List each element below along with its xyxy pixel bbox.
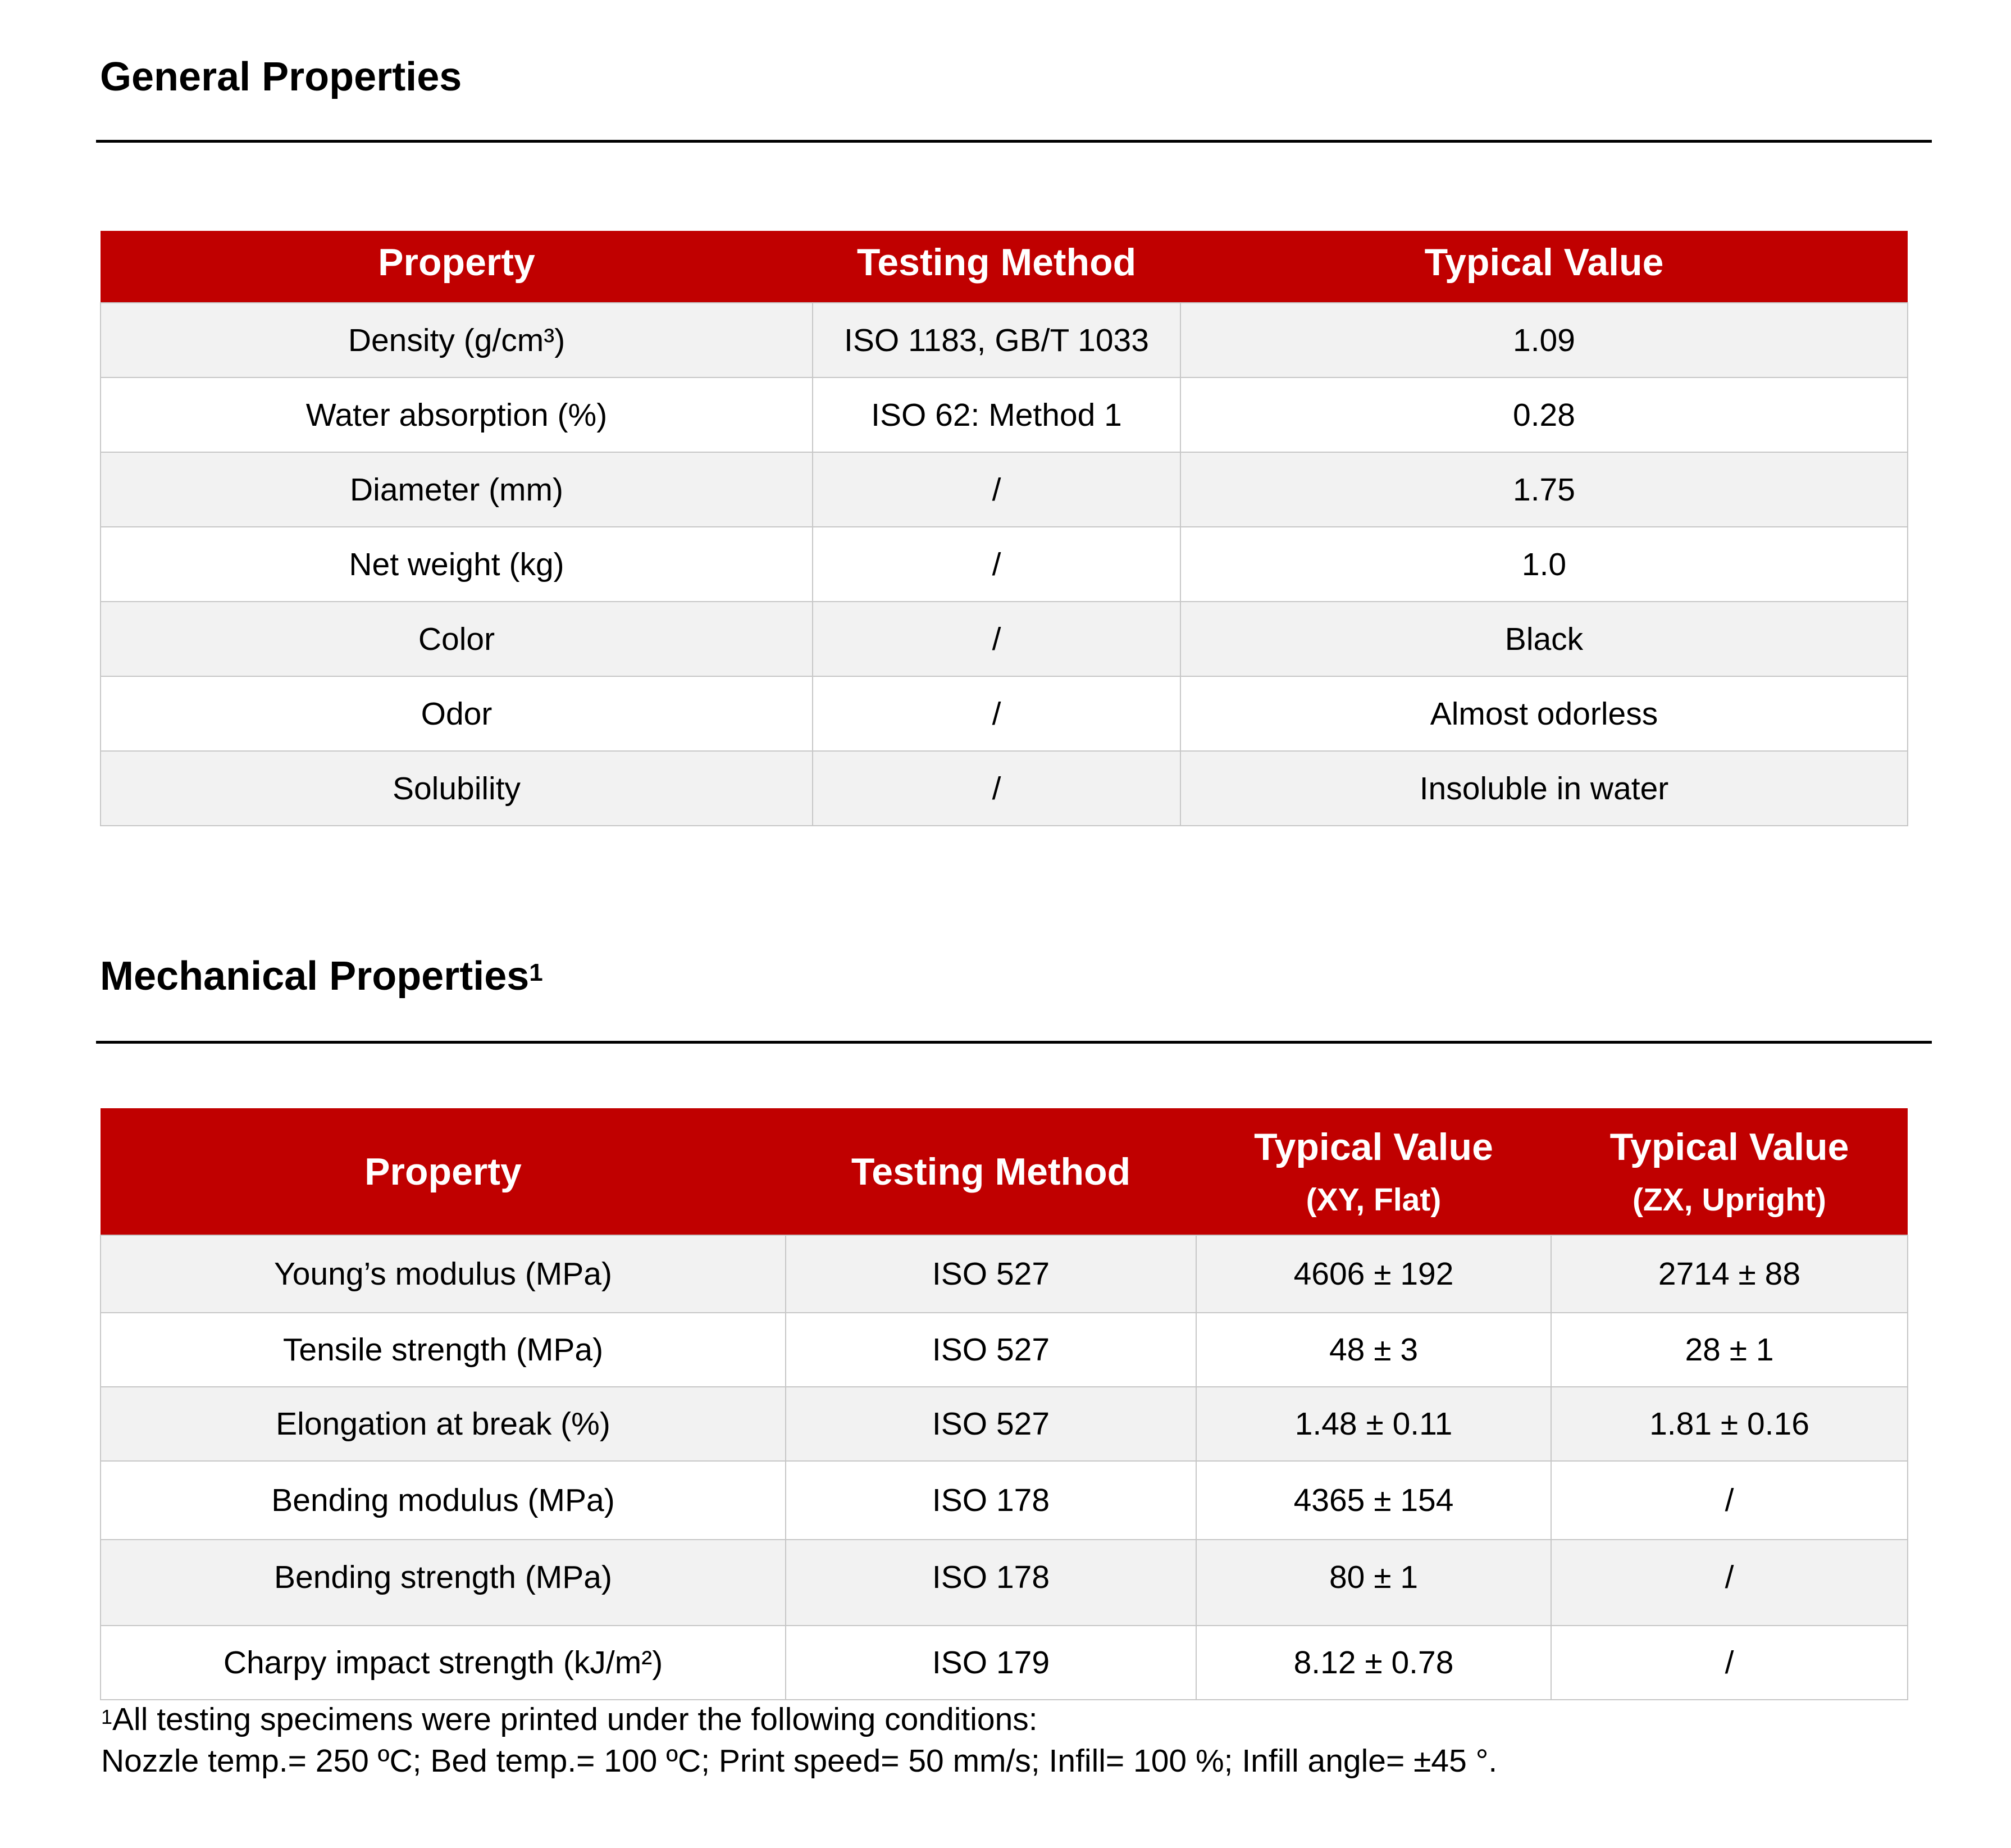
cell-testing-method: / <box>813 676 1180 751</box>
cell-testing-method: ISO 527 <box>786 1387 1196 1461</box>
table-row <box>101 1235 1908 1313</box>
cell-property: Tensile strength (MPa) <box>101 1313 786 1387</box>
cell-value-zx: / <box>1551 1461 1908 1540</box>
cell-value-xy: 1.48 ± 0.11 <box>1196 1387 1551 1461</box>
footnote-line-2: Nozzle temp.= 250 ºC; Bed temp.= 100 ºC; Print speed= 50 mm/s; Infill= 100 %; Infill angle= ±45 °. <box>101 1743 1498 1779</box>
header-label: Property <box>364 1150 522 1193</box>
cell-testing-method: / <box>813 452 1180 527</box>
cell-typical-value: Almost odorless <box>1180 676 1908 751</box>
cell-typical-value: Insoluble in water <box>1180 751 1908 826</box>
table-header-row <box>101 1108 1908 1235</box>
cell-typical-value: Black <box>1180 602 1908 676</box>
section-divider <box>96 1041 1932 1044</box>
header-typical-value-zx <box>1551 1108 1908 1235</box>
cell-value-xy: 80 ± 1 <box>1196 1540 1551 1626</box>
footnote-reference: 1 <box>529 959 543 986</box>
cell-value-zx: / <box>1551 1626 1908 1700</box>
cell-testing-method: / <box>813 751 1180 826</box>
header-label: Testing Method <box>851 1150 1131 1193</box>
cell-value-zx: 28 ± 1 <box>1551 1313 1908 1387</box>
table-row <box>101 1540 1908 1626</box>
cell-testing-method: ISO 179 <box>786 1626 1196 1700</box>
cell-property: Water absorption (%) <box>101 377 813 452</box>
header-typical-value-xy <box>1196 1108 1551 1235</box>
cell-value-xy: 4606 ± 192 <box>1196 1235 1551 1313</box>
table-header-row <box>101 231 1908 303</box>
header-property: Property <box>101 231 813 303</box>
cell-testing-method: ISO 527 <box>786 1313 1196 1387</box>
cell-testing-method: ISO 178 <box>786 1540 1196 1626</box>
table-row <box>101 303 1908 377</box>
cell-testing-method: ISO 1183, GB/T 1033 <box>813 303 1180 377</box>
cell-property: Net weight (kg) <box>101 527 813 602</box>
cell-value-zx: 1.81 ± 0.16 <box>1551 1387 1908 1461</box>
header-property <box>101 1108 786 1235</box>
mechanical-properties-table <box>100 1108 1908 1700</box>
header-sublabel: (XY, Flat) <box>1306 1181 1442 1218</box>
cell-value-xy: 4365 ± 154 <box>1196 1461 1551 1540</box>
cell-value-xy: 8.12 ± 0.78 <box>1196 1626 1551 1700</box>
cell-typical-value: 1.09 <box>1180 303 1908 377</box>
header-label: Typical Value <box>1609 1125 1849 1168</box>
footnote-text: All testing specimens were printed under the following conditions: <box>112 1701 1038 1737</box>
general-properties-table <box>100 231 1908 826</box>
cell-property: Density (g/cm³) <box>101 303 813 377</box>
table-row <box>101 377 1908 452</box>
cell-typical-value: 0.28 <box>1180 377 1908 452</box>
cell-property: Solubility <box>101 751 813 826</box>
table-row <box>101 1387 1908 1461</box>
table-row <box>101 602 1908 676</box>
cell-value-zx: / <box>1551 1540 1908 1626</box>
section-title-mechanical <box>100 954 543 999</box>
cell-testing-method: / <box>813 527 1180 602</box>
header-label: Typical Value <box>1254 1125 1493 1168</box>
table-row <box>101 1313 1908 1387</box>
table-row <box>101 452 1908 527</box>
cell-value-zx: 2714 ± 88 <box>1551 1235 1908 1313</box>
cell-value-xy: 48 ± 3 <box>1196 1313 1551 1387</box>
section-title-general: General Properties <box>100 54 462 99</box>
table-row <box>101 1461 1908 1540</box>
table-row <box>101 1626 1908 1700</box>
cell-typical-value: 1.75 <box>1180 452 1908 527</box>
cell-property: Bending strength (MPa) <box>101 1540 786 1626</box>
table-row <box>101 527 1908 602</box>
cell-property: Odor <box>101 676 813 751</box>
section-divider <box>96 140 1932 143</box>
cell-testing-method: ISO 62: Method 1 <box>813 377 1180 452</box>
header-sublabel: (ZX, Upright) <box>1632 1181 1827 1218</box>
header-testing-method: Testing Method <box>813 231 1180 303</box>
cell-property: Elongation at break (%) <box>101 1387 786 1461</box>
header-testing-method <box>786 1108 1196 1235</box>
table-row <box>101 751 1908 826</box>
table-row <box>101 676 1908 751</box>
cell-property: Bending modulus (MPa) <box>101 1461 786 1540</box>
cell-property: Color <box>101 602 813 676</box>
footnote-marker: 1 <box>101 1705 113 1728</box>
cell-property: Diameter (mm) <box>101 452 813 527</box>
footnote-line-1 <box>101 1699 1038 1740</box>
cell-testing-method: ISO 527 <box>786 1235 1196 1313</box>
header-typical-value: Typical Value <box>1180 231 1908 303</box>
cell-property: Young’s modulus (MPa) <box>101 1235 786 1313</box>
cell-property: Charpy impact strength (kJ/m²) <box>101 1626 786 1700</box>
cell-typical-value: 1.0 <box>1180 527 1908 602</box>
cell-testing-method: / <box>813 602 1180 676</box>
cell-testing-method: ISO 178 <box>786 1461 1196 1540</box>
section-title-text: Mechanical Properties <box>100 954 530 999</box>
